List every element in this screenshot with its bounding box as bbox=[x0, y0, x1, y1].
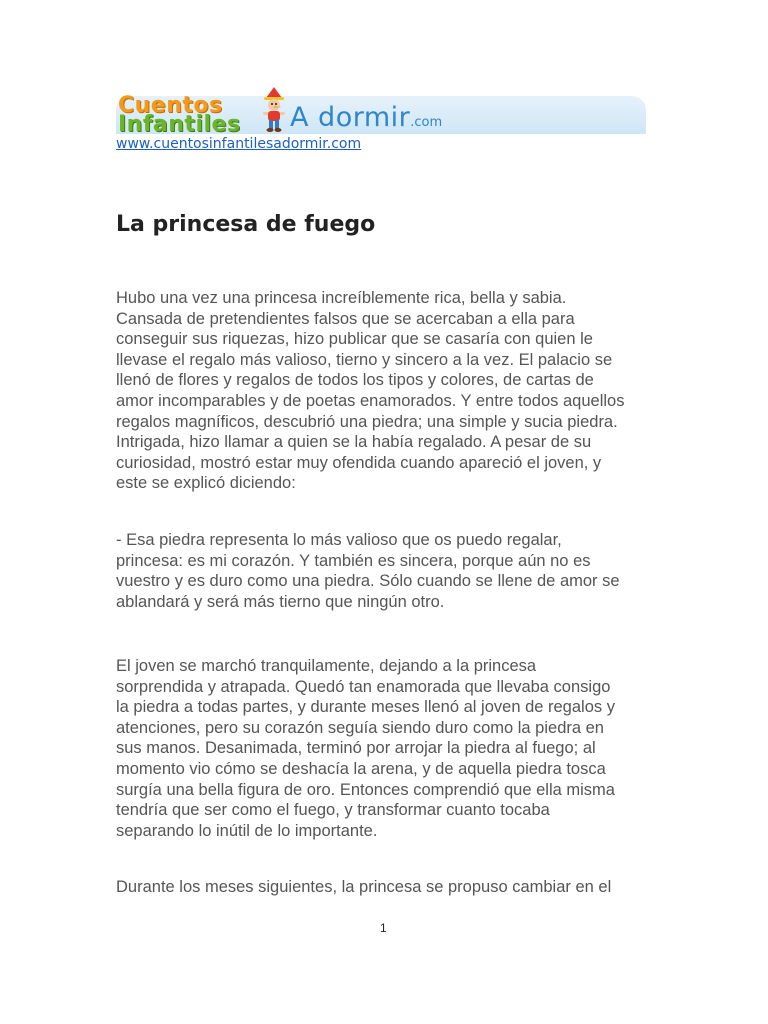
logo-word-cuentos: Cuentos bbox=[118, 93, 223, 118]
logo-tagline bbox=[290, 102, 442, 133]
logo-word-infantiles: Infantiles bbox=[118, 112, 241, 137]
story-paragraph-4: Durante los meses siguientes, la princesa se propuso cambiar en el bbox=[116, 878, 612, 896]
logo-tagline-text: A dormir bbox=[290, 102, 411, 133]
logo-wordmark bbox=[118, 93, 278, 137]
logo-tagline-suffix: .com bbox=[410, 115, 443, 130]
site-logo-banner[interactable] bbox=[116, 86, 646, 137]
pinocchio-mascot-icon bbox=[260, 86, 288, 134]
page-number: 1 bbox=[380, 921, 387, 935]
story-paragraph-3: El joven se marchó tranquilamente, dejando a la princesa sorprendida y atrapada. Quedó tan enamorada que llevaba consigo la piedra a todas partes, y durante meses llenó al joven de regalos y atenciones, pero su corazón seguía siendo duro como la piedra en sus manos. Desanimada, terminó por arrojar la piedra al fuego; al momento vio cómo se deshacía la arena, y de aquella piedra tosca surgía una bella figura de oro. Entonces comprendió que ella misma tendría que ser como el fuego, y transformar cuanto tocaba separando lo inútil de lo importante. bbox=[116, 657, 615, 840]
story-title: La princesa de fuego bbox=[116, 212, 376, 237]
story-paragraph-1: Hubo una vez una princesa increíblemente rica, bella y sabia. Cansada de pretendientes falsos que se acercaban a ella para conseguir sus riquezas, hizo publicar que se casaría con quien le llevase el regalo más valioso, tierno y sincero a la vez. El palacio se llenó de flores y regalos de todos los tipos y colores, de cartas de amor incomparables y de poetas enamorados. Y entre todos aquellos regalos magníficos, descubrió una piedra; una simple y sucia piedra. Intrigada, hizo llamar a quien se la había regalado. A pesar de su curiosidad, mostró estar muy ofendida cuando apareció el joven, y este se explicó diciendo: bbox=[116, 289, 625, 493]
story-paragraph-2: - Esa piedra representa lo más valioso que os puedo regalar, princesa: es mi corazón. Y también es sincera, porque aún no es vuestro y es duro como una piedra. Sólo cuando se llene de amor se ablandará y será más tierno que ningún otro. bbox=[116, 531, 620, 611]
website-link[interactable]: www.cuentosinfantilesadormir.com bbox=[116, 136, 362, 152]
